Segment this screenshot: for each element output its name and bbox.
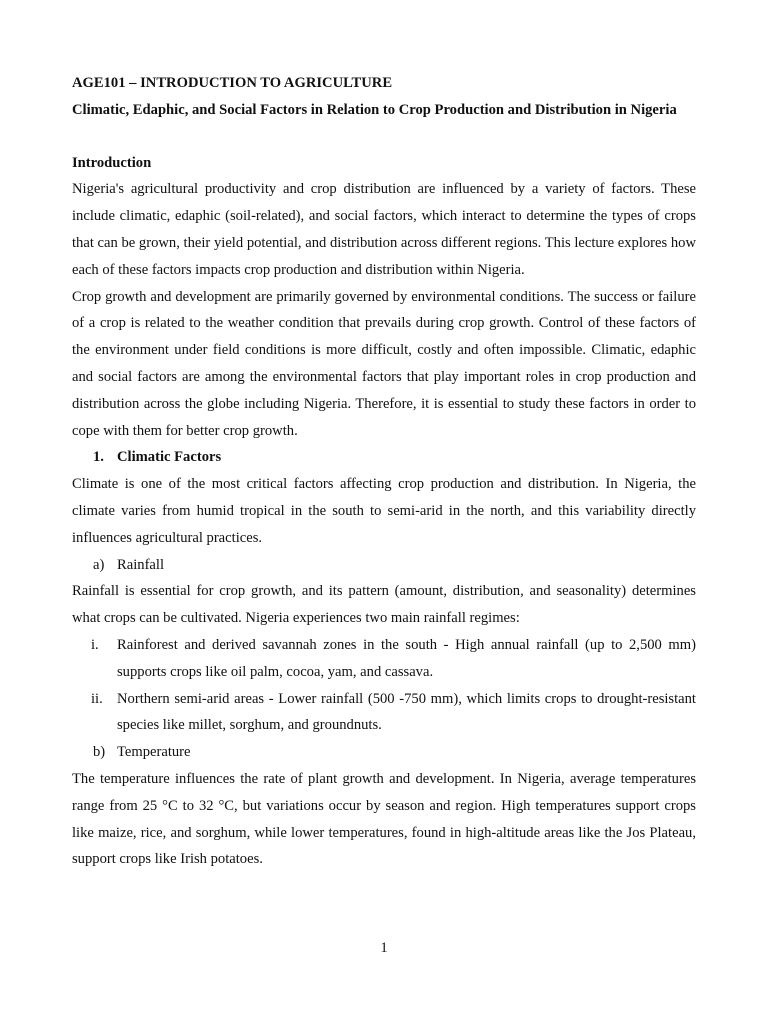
rainfall-heading (72, 552, 696, 579)
document-page (72, 70, 696, 873)
page-number: 1 (380, 940, 388, 956)
lecture-title: Climatic, Edaphic, and Social Factors in Relation to Crop Production and Distribution in Nigeria (72, 101, 677, 118)
temperature-text: The temperature influences the rate of plant growth and development. In Nigeria, average temperatures range from 25 °C to 32 °C, but variations occur by season and region. High temperatures support crops like maize, rice, and sorghum, while lower temperatures, found in high-altitude areas like the Jos Plateau, support crops like Irish potatoes. (72, 770, 696, 868)
list-item-text: Northern semi-arid areas - Lower rainfall (500 -750 mm), which limits crops to drought-resistant species like millet, sorghum, and groundnuts. (117, 690, 696, 734)
section-number: 1. (93, 449, 104, 466)
subsection-marker: a) (93, 556, 105, 573)
introduction-heading: Introduction (72, 154, 152, 171)
list-item (72, 686, 696, 740)
climatic-factors-heading (72, 444, 696, 471)
subsection-title: Temperature (117, 744, 191, 761)
rainfall-text: Rainfall is essential for crop growth, and its pattern (amount, distribution, and seasonality) determines what crops can be cultivated. Nigeria experiences two main rainfall regimes: (72, 583, 696, 627)
subsection-marker: b) (93, 744, 106, 761)
temperature-heading (72, 739, 696, 766)
spacer (72, 124, 696, 150)
climatic-factors-intro: Climate is one of the most critical factors affecting crop production and distribution. In Nigeria, the climate varies from humid tropical in the south to semi-arid in the north, and this variability directly influences agricultural practices. (72, 476, 696, 546)
list-marker: i. (91, 636, 99, 653)
subsection-title: Rainfall (117, 556, 165, 573)
course-title: AGE101 – INTRODUCTION TO AGRICULTURE (72, 75, 393, 91)
introduction-paragraph-1: Nigeria's agricultural productivity and crop distribution are influenced by a variety of factors. These include climatic, edaphic (soil-related), and social factors, which interact to determine the types of crops that can be grown, their yield potential, and distribution across different regions. This lecture explores how each of these factors impacts crop production and distribution within Nigeria. (72, 181, 696, 278)
list-item-text: Rainforest and derived savannah zones in the south - High annual rainfall (up to 2,500 mm) supports crops like oil palm, cocoa, yam, and cassava. (117, 636, 696, 680)
list-item (72, 632, 696, 686)
introduction-paragraph-2: Crop growth and development are primarily governed by environmental conditions. The success or failure of a crop is related to the weather condition that prevails during crop growth. Control of these factors of the environment under field conditions is more difficult, costly and often impossible. Climatic, edaphic and social factors are among the environmental factors that play important roles in crop production and distribution across the globe including Nigeria. Therefore, it is essential to study these factors in order to cope with them for better crop growth. (72, 288, 696, 439)
section-title: Climatic Factors (117, 449, 222, 466)
list-marker: ii. (91, 690, 103, 707)
